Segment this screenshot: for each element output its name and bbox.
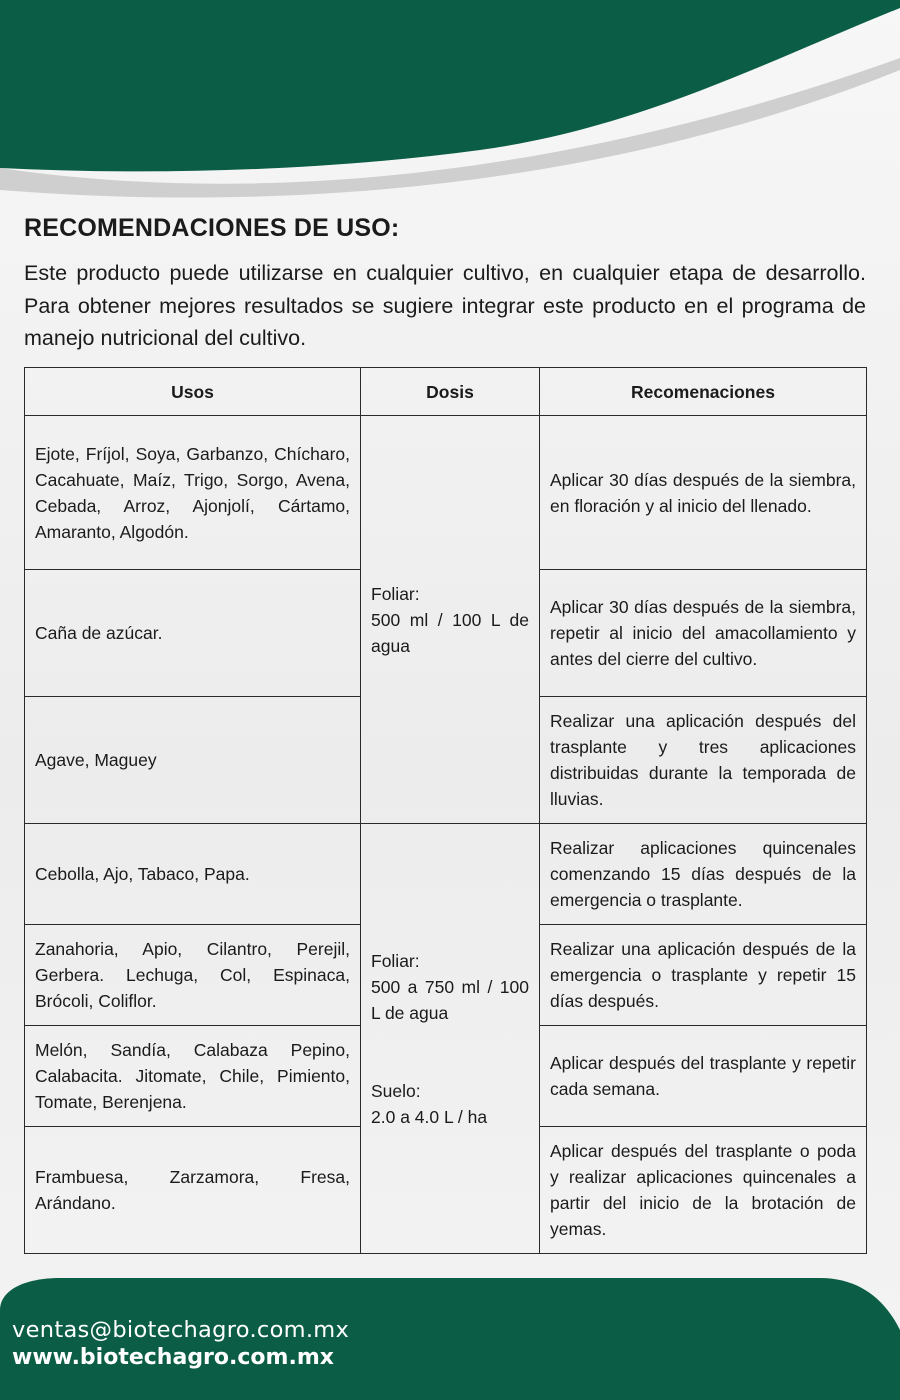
dosis-label: Foliar: [371,950,420,971]
table-header-row [25,368,867,416]
recomendacion-cell: Realizar una aplicación después del trasplante y tres aplicaciones distribuidas durante la temporada de lluvias. [540,697,867,824]
header-usos: Usos [25,368,361,416]
table-row [25,416,867,570]
recomendacion-cell: Aplicar después del trasplante o poda y realizar aplicaciones quincenales a partir del inicio de la brotación de yemas. [540,1127,867,1254]
usos-cell: Frambuesa, Zarzamora, Fresa, Arándano. [25,1127,361,1254]
dosis-cell-foliar-suelo [361,824,540,1254]
dosis-value: 500 ml / 100 L de agua [371,609,529,656]
dosis-label: Foliar: [371,583,420,604]
header-recomendaciones: Recomenaciones [540,368,867,416]
intro-paragraph: Este producto puede utilizarse en cualquier cultivo, en cualquier etapa de desarrollo. Para obtener mejores resultados se sugiere integrar este producto en el programa de manejo nutricional del cultivo. [24,261,866,350]
usos-cell: Agave, Maguey [25,697,361,824]
recomendacion-cell: Realizar una aplicación después de la emergencia o trasplante y repetir 15 días después. [540,925,867,1026]
dosis-cell-foliar [361,416,540,824]
usos-cell: Caña de azúcar. [25,570,361,697]
recomendacion-cell: Realizar aplicaciones quincenales comenzando 15 días después de la emergencia o trasplante. [540,824,867,925]
page-title: RECOMENDACIONES DE USO: [24,214,400,242]
recommendations-table [24,367,867,1254]
usos-cell: Zanahoria, Apio, Cilantro, Perejil, Gerbera. Lechuga, Col, Espinaca, Brócoli, Coliflor. [25,925,361,1026]
header-wave-shape [0,0,900,171]
table-row [25,824,867,925]
recomendacion-cell: Aplicar 30 días después de la siembra, en floración y al inicio del llenado. [540,416,867,570]
footer-email[interactable]: ventas@biotechagro.com.mx [12,1317,350,1343]
usos-cell: Cebolla, Ajo, Tabaco, Papa. [25,824,361,925]
recomendacion-cell: Aplicar después del trasplante y repetir cada semana. [540,1026,867,1127]
dosis-value-suelo: 2.0 a 4.0 L / ha [371,1106,488,1127]
dosis-label-suelo: Suelo: [371,1080,421,1101]
dosis-value: 500 a 750 ml / 100 L de agua [371,976,529,1023]
recomendacion-cell: Aplicar 30 días después de la siembra, repetir al inicio del amacollamiento y antes del cierre del cultivo. [540,570,867,697]
header-wave [0,0,900,200]
footer-website-link[interactable]: www.biotechagro.com.mx [12,1345,334,1370]
usos-cell: Melón, Sandía, Calabaza Pepino, Calabacita. Jitomate, Chile, Pimiento, Tomate, Berenjena. [25,1026,361,1127]
usos-cell: Ejote, Fríjol, Soya, Garbanzo, Chícharo, Cacahuate, Maíz, Trigo, Sorgo, Avena, Cebada, Arroz, Ajonjolí, Cártamo, Amaranto, Algodón. [25,416,361,570]
header-dosis: Dosis [361,368,540,416]
